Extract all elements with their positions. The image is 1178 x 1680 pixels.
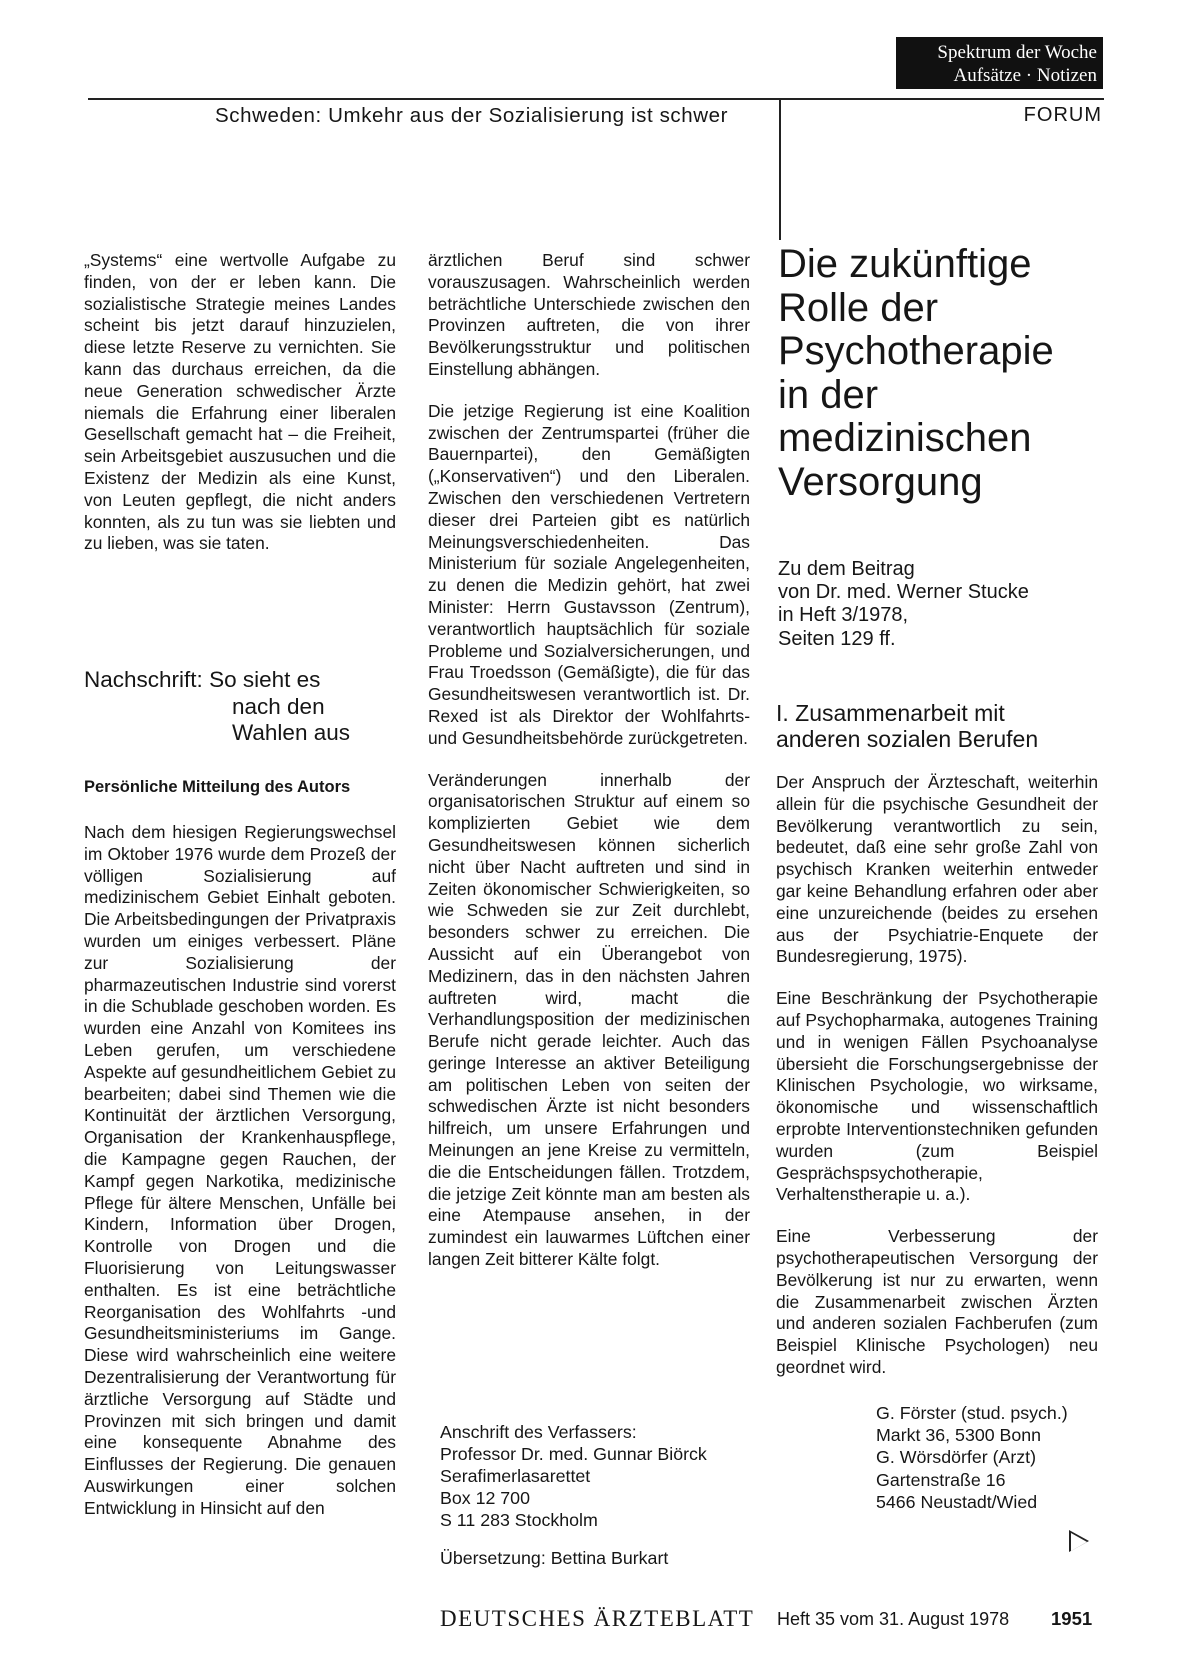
address-line: Professor Dr. med. Gunnar Biörck — [440, 1444, 707, 1464]
article-headline — [778, 243, 1108, 505]
paragraph: ärztlichen Beruf sind schwer vorauszusagen. Wahrscheinlich werden beträchtliche Unterschiede zwischen den Provinzen auftreten, die von ihrer Bevölkerungsstruktur und politischen Einstellung abhängen. — [428, 250, 750, 379]
author-byline: Persönliche Mitteilung des Autors — [84, 778, 351, 796]
address-line: S 11 283 Stockholm — [440, 1510, 598, 1530]
headline-line: in der — [778, 372, 879, 417]
subheading-line: anderen sozialen Berufen — [776, 726, 1039, 752]
nachschrift-line-1: So sieht es — [209, 667, 321, 692]
author-address — [440, 1421, 707, 1531]
address-line: Serafimerlasarettet — [440, 1466, 591, 1486]
continue-arrow-icon-inner — [1071, 1533, 1087, 1551]
badge-line-2: Aufsätze · Notizen — [953, 65, 1097, 86]
paragraph: „Systems“ eine wertvolle Aufgabe zu finden, von der er leben kann. Die sozialistische Strategie meines Landes scheint bis jetzt darauf hinzuzielen, diese letzte Reserve zu vernichten. Sie kann das durchaus erreichen, da die neue Generation schwedischer Ärzte niemals die Erfahrung einer liberalen Gesellschaft gemacht hat – die Freiheit, sein Arbeitsgebiet auszusuchen und die Existenz der Medizin als eine Kunst, von Leuten gepflegt, die nicht anders konnten, als zu tun was sie liebten und zu lieben, was sie taten. — [84, 250, 396, 554]
article-reference — [778, 558, 1029, 651]
nachschrift-label: Nachschrift: — [84, 667, 203, 692]
address-line: Anschrift des Verfassers: — [440, 1422, 637, 1442]
headline-line: Versorgung — [778, 459, 983, 504]
paragraph: Veränderungen innerhalb der organisatorischen Struktur auf einem so komplizierten Gebiet wie dem Gesundheitswesen können sicherlich nicht über Nacht auftreten und sind in Zeiten ökonomischer Schwierigkeiten, so wie Schweden sie zur Zeit durchlebt, besonders schwer zu erreichen. Die Aussicht auf ein Überangebot von Medizinern, das in den nächsten Jahren auftreten wird, macht die Verhandlungsposition der medizinischen Berufe nicht gerade leichter. Auch das geringe Interesse an aktiver Beteiligung am politischen Leben von seiten der schwedischen Ärzte ist nicht besonders hilfreich, um unsere Erfahrungen und Meinungen an jene Kreise zu vermitteln, die die Entscheidungen fällen. Trotzdem, die jetzige Zeit könnte man am besten als eine Atempause ansehen, in der zumindest ein lauwarmes Lüftchen einer langen Zeit bitterer Kälte folgt. — [428, 769, 750, 1270]
paragraph: Nach dem hiesigen Regierungswechsel im Oktober 1976 wurde dem Prozeß der völligen Sozialisierung auf medizinischem Gebiet Einhalt geboten. Die Arbeitsbedingungen der Privatpraxis wurden um einiges verbessert. Pläne zur Sozialisierung der pharmazeutischen Industrie sind vorerst in die Schublade geschoben worden. Es wurden eine Anzahl von Komitees ins Leben gerufen, um verschiedene Aspekte auf gesundheitlichem Gebiet zu bearbeiten; dabei sind Themen wie die Kontinuität der ärztlichen Versorgung, Organisation der Krankenhauspflege, die Kampagne gegen Rauchen, der Kampf gegen Narkotika, medizinische Pflege für ältere Menschen, Unfälle bei Kindern, Information über Drogen, Kontrolle von Drogen und die Fluorisierung von Leitungswasser enthalten. Es ist eine beträchtliche Reorganisation des Wohlfahrts -und Gesundheitsministeriums im Gange. Diese wird wahrscheinlich eine weitere Dezentralisierung der Verantwortung für ärztliche Versorgung auf Städte und Provinzen mit sich bringen und damit eine konsequente Abnahme des Einflusses der Regierung. Die genauen Auswirkungen einer solchen Entwicklung in Hinsicht auf den — [84, 822, 396, 1518]
address-line: Box 12 700 — [440, 1488, 530, 1508]
column-2 — [428, 250, 750, 1291]
page-number: 1951 — [1051, 1608, 1093, 1629]
running-title: Schweden: Umkehr aus der Sozialisierung ist schwer — [215, 104, 729, 127]
signature-line: Gartenstraße 16 — [876, 1469, 1006, 1490]
section-label: FORUM — [1023, 104, 1102, 126]
nachschrift-heading — [84, 667, 414, 747]
publication-name: DEUTSCHES ÄRZTEBLATT — [440, 1606, 755, 1631]
column-1-bottom — [84, 822, 396, 1540]
signature-line: G. Wörsdörfer (Arzt) — [876, 1447, 1037, 1468]
subheading — [776, 700, 1106, 752]
header-rule — [88, 98, 1104, 100]
section-badge — [896, 37, 1103, 89]
headline-line: Die zukünftige — [778, 242, 1032, 286]
letter-signature — [876, 1402, 1068, 1513]
issue-info: Heft 35 vom 31. August 1978 — [777, 1609, 1010, 1629]
badge-line-1: Spektrum der Woche — [937, 42, 1097, 63]
paragraph: Eine Verbesserung der psychotherapeutischen Versorgung der Bevölkerung ist nur zu erwarten, wenn die Zusammenarbeit zwischen Ärzten und anderen sozialen Fachberufen (zum Beispiel Klinische Psychologen) neu geordnet wird. — [776, 1226, 1098, 1377]
headline-line: Rolle der — [778, 285, 939, 330]
paragraph: Der Anspruch der Ärzteschaft, weiterhin allein für die psychische Gesundheit der Bevölkerung verantwortlich zu sein, bedeutet, daß eine sehr große Zahl von psychisch Kranken weiterhin entweder gar keine Behandlung erfahren oder aber eine unzureichende (beides zu ersehen aus der Psychiatrie-Enquete der Bundesregierung, 1975). — [776, 772, 1098, 967]
nachschrift-line-3: Wahlen aus — [232, 720, 350, 745]
column-1-top — [84, 250, 396, 575]
reference-line: in Heft 3/1978, — [778, 604, 909, 627]
nachschrift-line-2: nach den — [232, 693, 325, 719]
reference-line: von Dr. med. Werner Stucke — [778, 581, 1029, 604]
signature-line: Markt 36, 5300 Bonn — [876, 1425, 1042, 1446]
column-3-body — [776, 772, 1098, 1399]
reference-line: Seiten 129 ff. — [778, 627, 896, 650]
signature-line: G. Förster (stud. psych.) — [876, 1403, 1068, 1423]
headline-line: Psychotherapie — [778, 329, 1054, 374]
paragraph: Die jetzige Regierung ist eine Koalition zwischen der Zentrumspartei (früher die Bauernpartei), den Gemäßigten („Konservativen“) und den Liberalen. Zwischen den verschiedenen Vertretern dieser drei Parteien gibt es natürlich Meinungsverschiedenheiten. Das Ministerium für soziale Angelegenheiten, zu denen die Medizin gehört, hat zwei Minister: Herrn Gustavsson (Zentrum), verantwortlich hauptsächlich für soziale Probleme und Sozialversicherungen, und Frau Troedsson (Gemäßigte), die für das Gesundheitswesen verantwortlich ist. Dr. Rexed ist als Direktor der Wohlfahrts- und Gesundheitsbehörde zurückgetreten. — [428, 400, 750, 748]
subheading-line: I. Zusammenarbeit mit — [776, 700, 1005, 726]
paragraph: Eine Beschränkung der Psychotherapie auf Psychopharmaka, autogenes Training und in wenigen Fällen Psychoanalyse übersieht die Forschungsergebnisse der Klinischen Psychologie, wo wirksame, ökonomische und wissenschaftlich erprobte Interventionstechniken gefunden wurden (zum Beispiel Gesprächspsychotherapie, Verhaltenstherapie u. a.). — [776, 988, 1098, 1205]
reference-line: Zu dem Beitrag — [778, 558, 915, 580]
header-column-divider — [779, 98, 781, 240]
headline-line: medizinischen — [778, 416, 1032, 461]
translation-credit: Übersetzung: Bettina Burkart — [440, 1548, 669, 1568]
signature-line: 5466 Neustadt/Wied — [876, 1491, 1038, 1512]
